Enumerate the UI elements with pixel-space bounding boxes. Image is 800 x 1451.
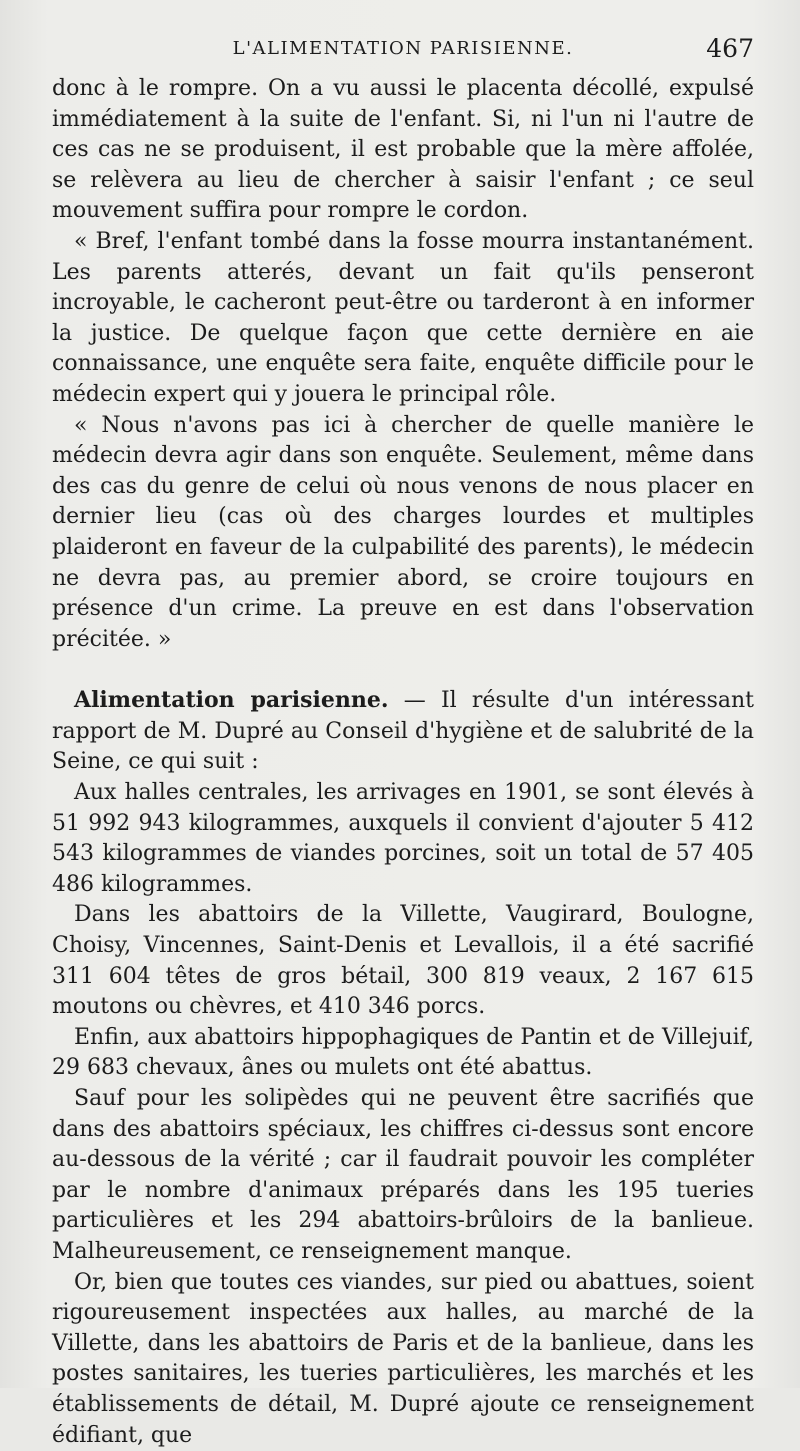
paragraph-quote-nous: « Nous n'avons pas ici à chercher de quelle manière le médecin devra agir dans son enquête. Seulement, même dans des cas du genre de celui où nous venons de nous placer en dernier lieu (cas où des charges lourdes et multiples plaideront en faveur de la culpabilité des parents), le médecin ne devra pas, au premier abord, se croire toujours en présence d'un crime. La preuve en est dans l'observation précitée. » bbox=[52, 412, 754, 652]
paragraph-continued: donc à le rompre. On a vu aussi le placenta décollé, expulsé immédiatement à la suite de l'enfant. Si, ni l'un ni l'autre de ces cas ne se produisent, il est probable que la mère affolée, se relèvera au lieu de chercher à saisir l'enfant ; ce seul mouvement suffira pour rompre le cordon. bbox=[52, 76, 754, 224]
page-body bbox=[52, 74, 754, 1451]
running-title: L'ALIMENTATION PARISIENNE. bbox=[232, 38, 574, 59]
paragraph-halles: Aux halles centrales, les arrivages en 1901, se sont élevés à 51 992 943 kilogrammes, auxquels il convient d'ajouter 5 412 543 kilogrammes de viandes porcines, soit un total de 57 405 486 kilogrammes. bbox=[52, 780, 754, 897]
paragraph-inspection: Or, bien que toutes ces viandes, sur pied ou abattues, soient rigoureusement inspectées aux halles, au marché de la Villette, dans les abattoirs de Paris et de la banlieue, dans les postes sanitaires, les tueries particulières, les marchés et les établissements de détail, M. Dupré ajoute ce renseignement édifiant, que bbox=[52, 1269, 754, 1448]
section-intro-paragraph bbox=[52, 685, 754, 778]
page-number: 467 bbox=[706, 34, 754, 63]
paragraph-abattoirs: Dans les abattoirs de la Villette, Vaugirard, Boulogne, Choisy, Vincennes, Saint-Denis et Levallois, il a été sacrifié 311 604 têtes de gros bétail, 300 819 veaux, 2 167 615 moutons ou chèvres, et 410 346 porcs. bbox=[52, 902, 754, 1020]
paragraph-solipedes: Sauf pour les solipèdes qui ne peuvent être sacrifiés que dans des abattoirs spéciaux, les chiffres ci-dessus sont encore au-dessous de la vérité ; car il faudrait pouvoir les compléter par le nombre d'animaux préparés dans les 195 tueries particulières et les 294 abattoirs-brûloirs de la banlieue. Malheureusement, ce renseignement manque. bbox=[52, 1086, 754, 1264]
section-spacer bbox=[52, 655, 754, 685]
section-intro-text: — Il résulte d'un intéressant rapport de M. Dupré au Conseil d'hygiène et de salubrité de la Seine, ce qui suit : bbox=[52, 688, 754, 775]
paragraph-hippophagiques: Enfin, aux abattoirs hippophagiques de Pantin et de Villejuif, 29 683 chevaux, ânes ou mulets ont été abattus. bbox=[52, 1024, 754, 1081]
section-heading: Alimentation parisienne. bbox=[74, 687, 389, 714]
page-header bbox=[52, 30, 754, 74]
paragraph-quote-bref: « Bref, l'enfant tombé dans la fosse mourra instantanément. Les parents atterés, devant un fait qu'ils penseront incroyable, le cacheront peut-être ou tarderont à en informer la justice. De quelque façon que cette dernière en aie connaissance, une enquête sera faite, enquête difficile pour le médecin expert qui y jouera le principal rôle. bbox=[52, 228, 754, 407]
